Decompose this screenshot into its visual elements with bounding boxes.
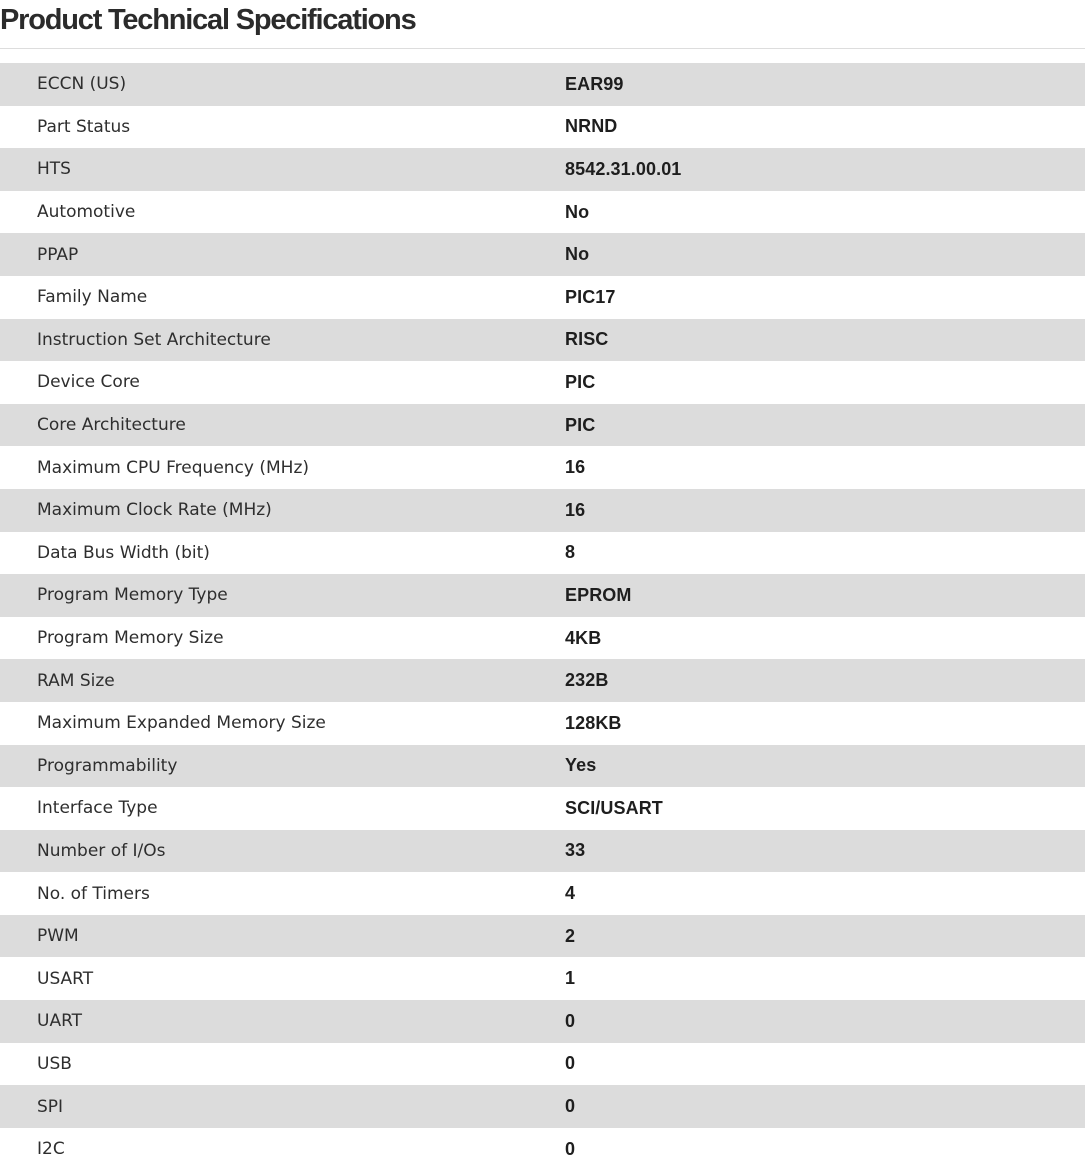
spec-row [0, 830, 1085, 873]
spec-value: 1 [565, 968, 576, 989]
spec-row [0, 574, 1085, 617]
spec-value: 4KB [565, 627, 602, 648]
page-title: Product Technical Specifications [0, 4, 416, 36]
spec-label: Family Name [37, 287, 148, 308]
spec-row [0, 957, 1085, 1000]
spec-row [0, 915, 1085, 958]
spec-row [0, 233, 1085, 276]
spec-row [0, 404, 1085, 447]
spec-label: HTS [0, 148, 565, 191]
spec-row [0, 361, 1085, 404]
spec-label: Programmability [0, 745, 565, 788]
spec-value: NRND [565, 116, 618, 137]
spec-label: USART [37, 968, 94, 989]
spec-row [0, 148, 1085, 191]
spec-label: No. of Timers [37, 883, 150, 904]
spec-row [0, 1000, 1085, 1043]
spec-row [0, 1128, 1085, 1170]
spec-row [0, 446, 1085, 489]
spec-value: 232B [565, 659, 1085, 702]
spec-label: Automotive [37, 202, 136, 223]
spec-row [0, 659, 1085, 702]
spec-label: RAM Size [0, 659, 565, 702]
spec-row [0, 1085, 1085, 1128]
spec-row [0, 106, 1085, 149]
spec-label: Part Status [37, 116, 131, 137]
spec-value: EAR99 [565, 63, 1085, 106]
spec-value: 33 [565, 830, 1085, 873]
spec-table-body [0, 63, 1085, 1170]
spec-label: Maximum Expanded Memory Size [37, 713, 326, 734]
spec-value: EPROM [565, 574, 1085, 617]
spec-value: 16 [565, 457, 586, 478]
spec-label: Instruction Set Architecture [0, 319, 565, 362]
spec-value: RISC [565, 319, 1085, 362]
spec-value: SCI/USART [565, 797, 663, 818]
spec-row [0, 745, 1085, 788]
spec-label: Device Core [37, 372, 140, 393]
spec-value: 8542.31.00.01 [565, 148, 1085, 191]
spec-value: No [565, 201, 590, 222]
spec-value: PIC [565, 371, 596, 392]
spec-label: PPAP [0, 233, 565, 276]
spec-label: PWM [0, 915, 565, 958]
spec-row [0, 872, 1085, 915]
spec-label: Data Bus Width (bit) [37, 542, 210, 563]
spec-table [0, 63, 1085, 1170]
spec-row [0, 532, 1085, 575]
spec-label: UART [0, 1000, 565, 1043]
spec-value: 0 [565, 1138, 576, 1159]
spec-label: Number of I/Os [0, 830, 565, 873]
spec-label: USB [37, 1053, 72, 1074]
spec-row [0, 787, 1085, 830]
spec-value: Yes [565, 745, 1085, 788]
spec-label: ECCN (US) [0, 63, 565, 106]
spec-row [0, 319, 1085, 362]
spec-label: Maximum Clock Rate (MHz) [0, 489, 565, 532]
spec-value: No [565, 233, 1085, 276]
spec-row [0, 1043, 1085, 1086]
spec-value: 0 [565, 1053, 576, 1074]
spec-row [0, 702, 1085, 745]
spec-label: Interface Type [37, 798, 158, 819]
spec-row [0, 276, 1085, 319]
spec-label: Core Architecture [0, 404, 565, 447]
spec-value: 2 [565, 915, 1085, 958]
spec-label: SPI [0, 1085, 565, 1128]
spec-value: PIC17 [565, 286, 616, 307]
spec-label: I2C [37, 1139, 65, 1160]
spec-value: 8 [565, 542, 576, 563]
spec-row [0, 489, 1085, 532]
spec-value: 0 [565, 1085, 1085, 1128]
title-divider [0, 48, 1085, 49]
spec-value: 16 [565, 489, 1085, 532]
spec-value: 128KB [565, 712, 622, 733]
spec-value: PIC [565, 404, 1085, 447]
spec-label: Program Memory Type [0, 574, 565, 617]
spec-row [0, 191, 1085, 234]
spec-value: 4 [565, 883, 576, 904]
spec-label: Program Memory Size [37, 628, 224, 649]
spec-row [0, 617, 1085, 660]
spec-value: 0 [565, 1000, 1085, 1043]
spec-label: Maximum CPU Frequency (MHz) [37, 457, 309, 478]
spec-row [0, 63, 1085, 106]
